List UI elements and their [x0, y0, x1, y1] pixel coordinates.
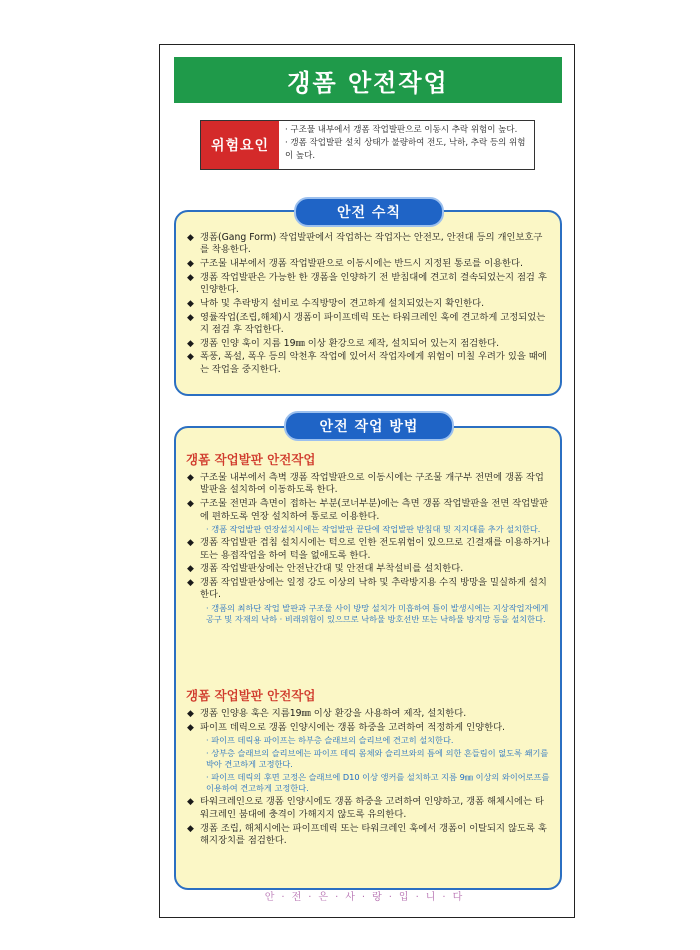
- risk-item: · 구조물 내부에서 갱폼 작업발판으로 이동시 추락 위험이 높다.: [285, 125, 518, 135]
- method-item: ◆ 구조물 내부에서 측벽 갱폼 작업발판으로 이동시에는 구조물 개구부 전면에 갱폼 작업발판을 설치하여 이동하도록 한다.: [187, 472, 544, 496]
- risk-list: [279, 121, 534, 169]
- risk-factors: [200, 120, 535, 170]
- work-method-part-1: [186, 450, 550, 627]
- method-subnote: · 갱폼 작업발판 연장설치시에는 작업발판 끝단에 작업발판 받침대 및 지지대를 추가 설치한다.: [206, 524, 541, 535]
- method-item: ◆ 갱폼 작업발판상에는 일정 강도 이상의 낙하 및 추락방지용 수직 방망을 밀실하게 설치한다.: [187, 577, 547, 601]
- work-method-part-2: [186, 686, 550, 849]
- section-heading: 갱폼 작업발판 안전작업: [186, 452, 316, 467]
- rule-item: ◆ 갱폼(Gang Form) 작업발판에서 작업하는 작업자는 안전모, 안전대 등의 개인보호구를 착용한다.: [187, 232, 543, 256]
- method-item: ◆ 갱폼 조립, 해체시에는 파이프데릭 또는 타워크레인 훅에서 갱폼이 이탈되지 않도록 훅해지장치를 점검한다.: [187, 822, 547, 846]
- safety-rules-title: 안전 수칙: [294, 197, 444, 227]
- page-title: 갱폼 안전작업: [174, 57, 562, 103]
- rule-item: ◆ 갱폼 작업발판은 가능한 한 갱폼을 인양하기 전 받침대에 견고히 결속되었는지 점검 후 인양한다.: [187, 271, 547, 296]
- safety-rules-box: [174, 210, 562, 396]
- rule-item: ◆ 구조물 내부에서 갱폼 작업발판으로 이동시에는 반드시 지정된 통로를 이용한다.: [187, 258, 523, 270]
- method-item: ◆ 갱폼 작업발판 겹침 설치시에는 턱으로 인한 전도위험이 있으므로 긴결재를 이용하거나 또는 용접작업을 하여 턱을 없애도록 한다.: [187, 537, 550, 561]
- risk-item: · 갱폼 작업발판 설치 상태가 불량하여 전도, 낙하, 추락 등의 위험이 높다.: [285, 138, 526, 161]
- method-item: ◆ 타워크레인으로 갱폼 인양시에도 갱폼 하중을 고려하여 인양하고, 갱폼 해체시에는 타워크레인 붐대에 충격이 가해지지 않도록 유의한다.: [187, 796, 544, 820]
- safety-poster: [159, 44, 575, 918]
- method-item: ◆ 구조물 전면과 측면이 접하는 부분(코너부분)에는 측면 갱폼 작업발판을 전면 작업발판에 편하도록 연장 설치하여 통로로 이용한다.: [187, 498, 549, 522]
- section-heading: 갱폼 작업발판 안전작업: [186, 688, 316, 703]
- risk-label: 위험요인: [201, 121, 279, 169]
- rule-item: ◆ 폭풍, 폭설, 폭우 등의 악천후 작업에 있어서 작업자에게 위험이 미칠 우려가 있을 때에는 작업을 중지한다.: [187, 351, 547, 375]
- safety-rules-list: [186, 232, 548, 378]
- rule-item: ◆ 낙하 및 추락방지 설비로 수직방망이 견고하게 설치되었는지 확인한다.: [187, 297, 485, 309]
- footer-slogan: 안·전·은·사·랑·입·니·다: [264, 892, 470, 903]
- method-item: ◆ 갱폼 인양용 훅은 지름19㎜ 이상 환강을 사용하여 제작, 설치한다.: [187, 708, 467, 719]
- method-subnote: · 상부층 슬래브의 슬리브에는 파이프 데릭 몸체와 슬리브와의 틈에 의한 흔들림이 없도록 쐐기를 박아 견고하게 고정한다.: [206, 748, 549, 770]
- method-item: ◆ 파이프 데릭으로 갱폼 인양시에는 갱폼 하중을 고려하여 적정하게 인양한다.: [187, 721, 506, 733]
- method-subnote: · 파이프 데릭의 후면 고정은 슬래브에 D10 이상 앵커를 설치하고 지름 9㎜ 이상의 와이어로프를 이용하여 견고하게 고정한다.: [206, 772, 550, 794]
- safe-work-method-title: 안전 작업 방법: [284, 411, 454, 441]
- method-subnote: · 파이프 데릭용 파이프는 하부층 슬래브의 슬리브에 견고히 설치한다.: [206, 735, 454, 746]
- method-item: ◆ 갱폼 작업발판상에는 안전난간대 및 안전대 부착설비를 설치한다.: [187, 563, 464, 575]
- rule-item: ◆ 갱폼 인양 훅이 지름 19㎜ 이상 환강으로 제작, 설치되어 있는지 점검한다.: [187, 337, 500, 349]
- method-subnote: · 갱폼의 최하단 작업 발판과 구조물 사이 방망 설치가 미흡하여 틈이 발생시에는 지상작업자에게 공구 및 자재의 낙하 · 비래위험이 있으므로 낙하물 방호선반 또는 낙하물 방지망 등을 설치한다.: [206, 603, 549, 625]
- rule-item: ◆ 영률작업(조립,해체)시 갱폼이 파이프데릭 또는 타워크레인 훅에 견고하게 고정되었는지 점검 후 작업한다.: [187, 311, 546, 336]
- safe-work-method-box: [174, 426, 562, 890]
